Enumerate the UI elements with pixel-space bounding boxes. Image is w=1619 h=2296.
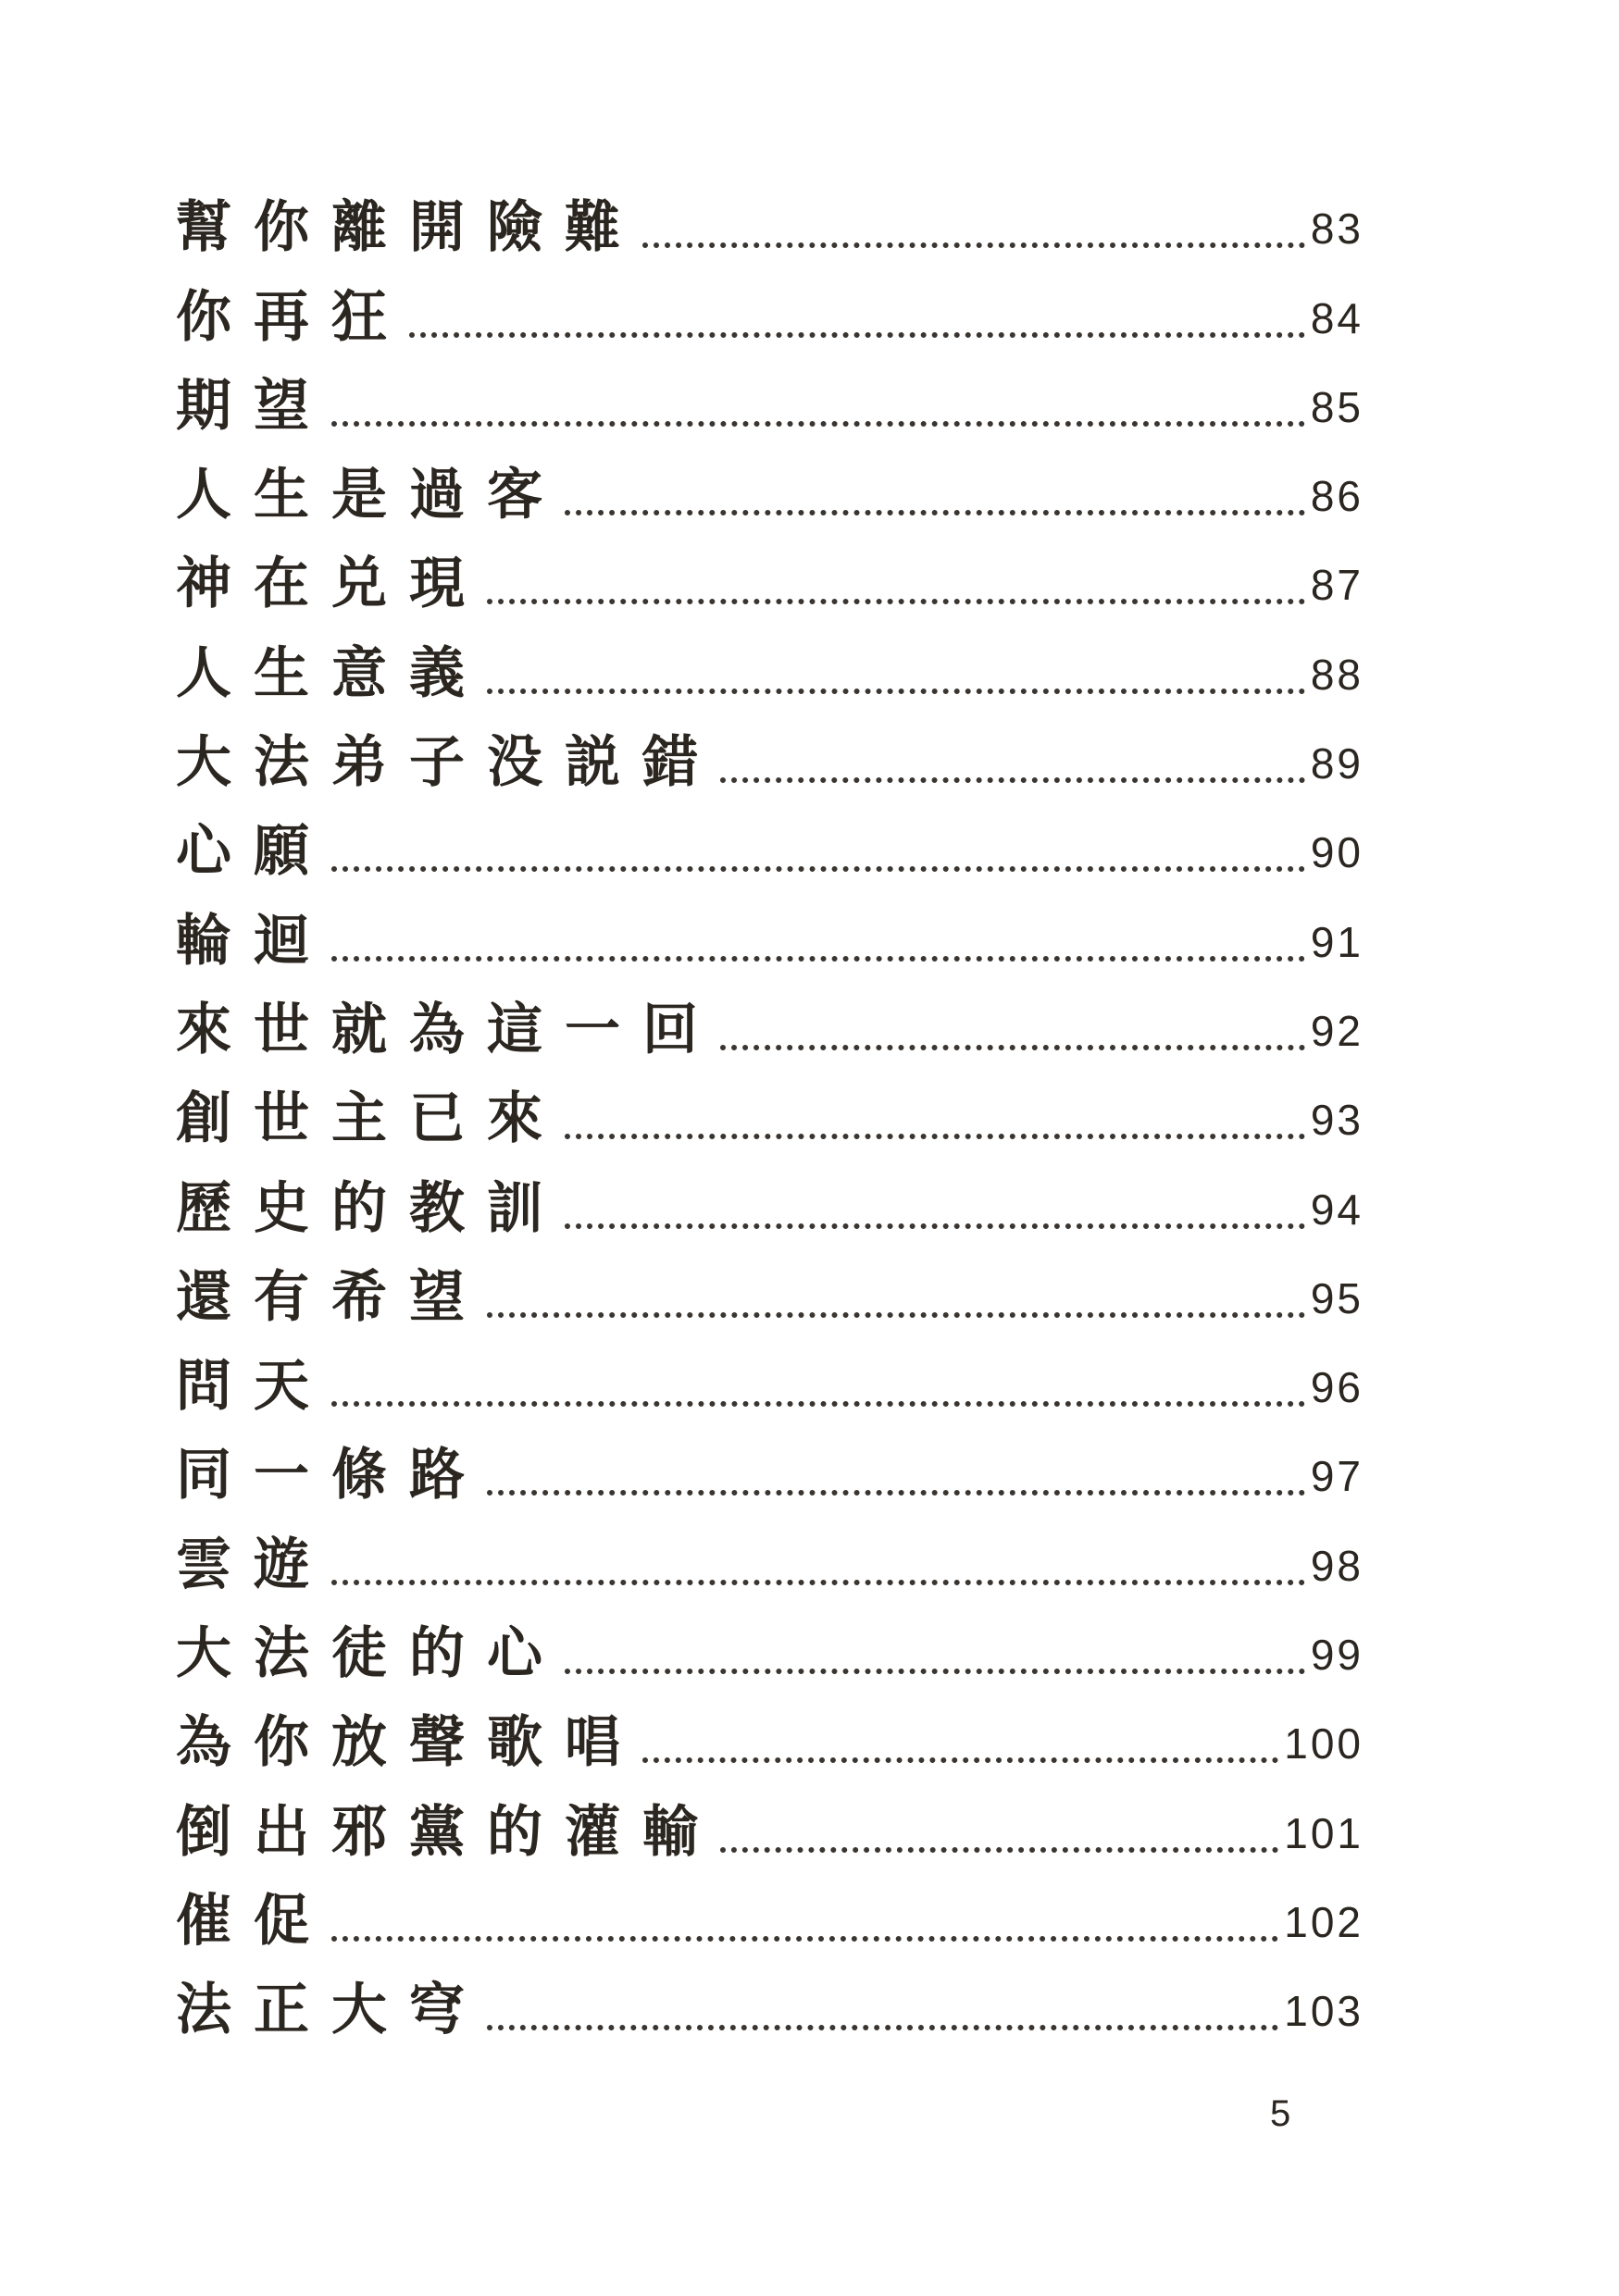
dot-leader [565,510,1305,515]
toc-entry[interactable] [176,1693,1364,1781]
toc-entry-page: 96 [1310,1363,1364,1412]
toc-entry[interactable] [176,356,1364,445]
toc-entry-title: 心願 [176,819,331,885]
toc-entry-page: 93 [1310,1096,1364,1145]
toc-entry[interactable] [176,1425,1364,1514]
toc-entry-title: 雲遊 [176,1532,331,1597]
dot-leader [720,777,1305,783]
toc-entry[interactable] [176,534,1364,623]
toc-entry[interactable] [176,267,1364,355]
toc-entry-title: 神在兑現 [176,552,487,617]
dot-leader [565,1669,1305,1674]
dot-leader [487,599,1305,604]
toc-entry-page: 90 [1310,828,1364,877]
toc-entry-title: 人生是過客 [176,463,565,528]
toc-entry[interactable] [176,445,1364,534]
toc-entry[interactable] [176,980,1364,1069]
dot-leader [565,1223,1305,1229]
toc-entry-page: 83 [1310,205,1364,254]
toc-entry[interactable] [176,1514,1364,1603]
toc-entry-title: 大法徒的心 [176,1621,565,1687]
toc-entry-page: 92 [1310,1006,1364,1055]
toc-entry[interactable] [176,178,1364,267]
dot-leader [331,1580,1305,1585]
dot-leader [720,1045,1305,1050]
toc-entry-page: 100 [1284,1719,1364,1769]
toc-entry-page: 103 [1284,1987,1364,2036]
toc-entry-page: 89 [1310,739,1364,788]
toc-entry-title: 為你放聲歌唱 [176,1710,642,1776]
dot-leader [720,1847,1278,1853]
dot-leader [642,1757,1278,1763]
toc-entry-title: 輪迴 [176,908,331,974]
dot-leader [487,2025,1278,2030]
toc-entry-page: 101 [1284,1808,1364,1857]
toc-entry[interactable] [176,1871,1364,1960]
toc-entry-title: 同一條路 [176,1443,487,1508]
dot-leader [331,1936,1278,1942]
toc-entry-title: 大法弟子没説錯 [176,730,720,796]
toc-entry-title: 歷史的教訓 [176,1175,565,1241]
toc-entry[interactable] [176,1247,1364,1336]
dot-leader [331,1401,1305,1407]
toc-entry[interactable] [176,1069,1364,1158]
toc-entry-page: 95 [1310,1273,1364,1322]
toc-entry-title: 倒出邪黨的灌輸 [176,1799,720,1865]
toc-entry[interactable] [176,890,1364,979]
toc-entry-title: 催促 [176,1888,331,1954]
toc-entry[interactable] [176,801,1364,890]
table-of-contents [176,178,1364,2066]
toc-entry-title: 幫你離開險難 [176,195,642,261]
dot-leader [331,421,1305,427]
toc-entry-title: 你再狂 [176,284,409,350]
toc-entry-title: 還有希望 [176,1264,487,1330]
toc-entry-page: 91 [1310,917,1364,966]
toc-entry-title: 來世就為這一回 [176,997,720,1062]
toc-entry-page: 85 [1310,382,1364,431]
toc-entry-page: 86 [1310,472,1364,521]
dot-leader [487,1312,1305,1318]
toc-entry-title: 人生意義 [176,640,487,706]
toc-entry-page: 102 [1284,1897,1364,1946]
toc-entry-page: 98 [1310,1541,1364,1590]
page-number: 5 [1270,2093,1291,2134]
dot-leader [642,242,1305,248]
toc-entry-title: 法正大穹 [176,1978,487,2043]
dot-leader [331,866,1305,872]
toc-entry[interactable] [176,1158,1364,1247]
dot-leader [331,956,1305,962]
toc-entry-title: 期望 [176,373,331,439]
toc-entry-page: 99 [1310,1631,1364,1680]
dot-leader [487,689,1305,694]
toc-entry-page: 84 [1310,293,1364,342]
toc-entry[interactable] [176,1336,1364,1425]
toc-entry-page: 97 [1310,1452,1364,1501]
toc-entry[interactable] [176,1781,1364,1870]
toc-entry[interactable] [176,713,1364,801]
toc-entry-page: 88 [1310,650,1364,699]
toc-entry-title: 創世主已來 [176,1086,565,1152]
toc-entry-page: 87 [1310,561,1364,610]
dot-leader [409,332,1305,338]
toc-entry[interactable] [176,623,1364,712]
dot-leader [487,1490,1305,1496]
dot-leader [565,1134,1305,1139]
toc-entry[interactable] [176,1604,1364,1693]
toc-entry[interactable] [176,1960,1364,2049]
toc-entry-page: 94 [1310,1185,1364,1234]
toc-entry-title: 問天 [176,1354,331,1420]
